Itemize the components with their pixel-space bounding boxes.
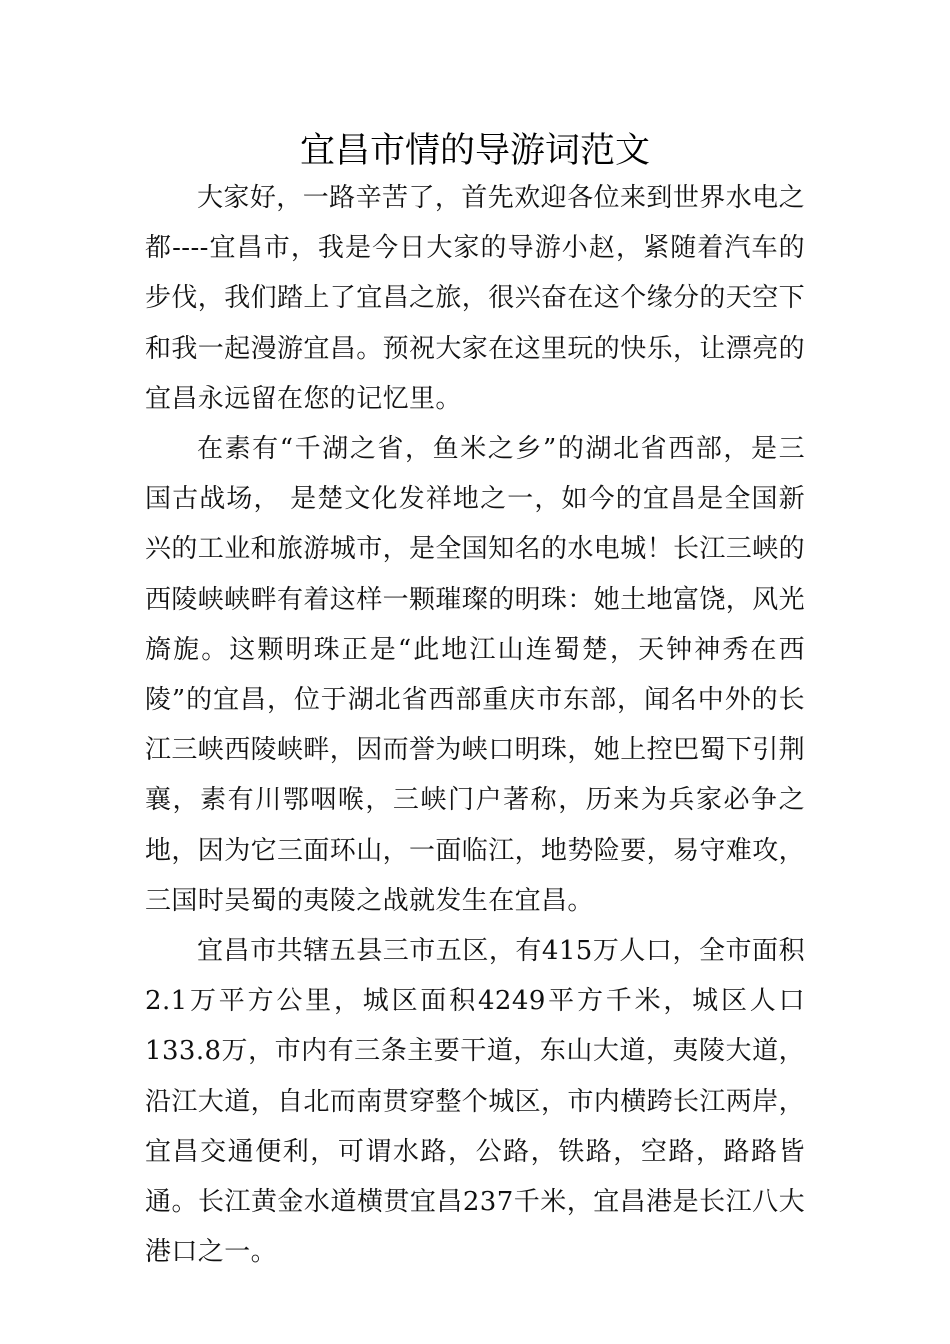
paragraph-city-facts: 宜昌市共辖五县三市五区，有415万人口，全市面积2.1万平方公里，城区面积4249平方千米，城区人口133.8万，市内有三条主要干道，东山大道，夷陵大道，沿江大道，自北而南贯穿整个城区，市内横跨长江两岸，宜昌交通便利，可谓水路，公路，铁路，空路，路路皆通。长江黄金水道横贯宜昌237千米，宜昌港是长江八大港口之一。 <box>145 936 806 1268</box>
paragraph-history: 在素有“千湖之省，鱼米之乡”的湖北省西部，是三国古战场， 是楚文化发祥地之一，如今的宜昌是全国新兴的工业和旅游城市，是全国知名的水电城！长江三峡的西陵峡峡畔有着这样一颗璀璨的明珠：她土地富饶，风光旖旎。这颗明珠正是“此地江山连蜀楚，天钟神秀在西陵”的宜昌，位于湖北省西部重庆市东部，闻名中外的长江三峡西陵峡畔，因而誉为峡口明珠，她上控巴蜀下引荆襄，素有川鄂咽喉，三峡门户著称，历来为兵家必争之地，因为它三面环山，一面临江，地势险要，易守难攻，三国时吴蜀的夷陵之战就发生在宜昌。 <box>145 434 806 916</box>
document-title: 宜昌市情的导游词范文 <box>299 131 650 171</box>
paragraph-welcome: 大家好，一路辛苦了，首先欢迎各位来到世界水电之都----宜昌市，我是今日大家的导游小赵，紧随着汽车的步伐，我们踏上了宜昌之旅，很兴奋在这个缘分的天空下和我一起漫游宜昌。预祝大家在这里玩的快乐，让漂亮的宜昌永远留在您的记忆里。 <box>145 183 806 414</box>
document-body <box>145 173 805 1277</box>
